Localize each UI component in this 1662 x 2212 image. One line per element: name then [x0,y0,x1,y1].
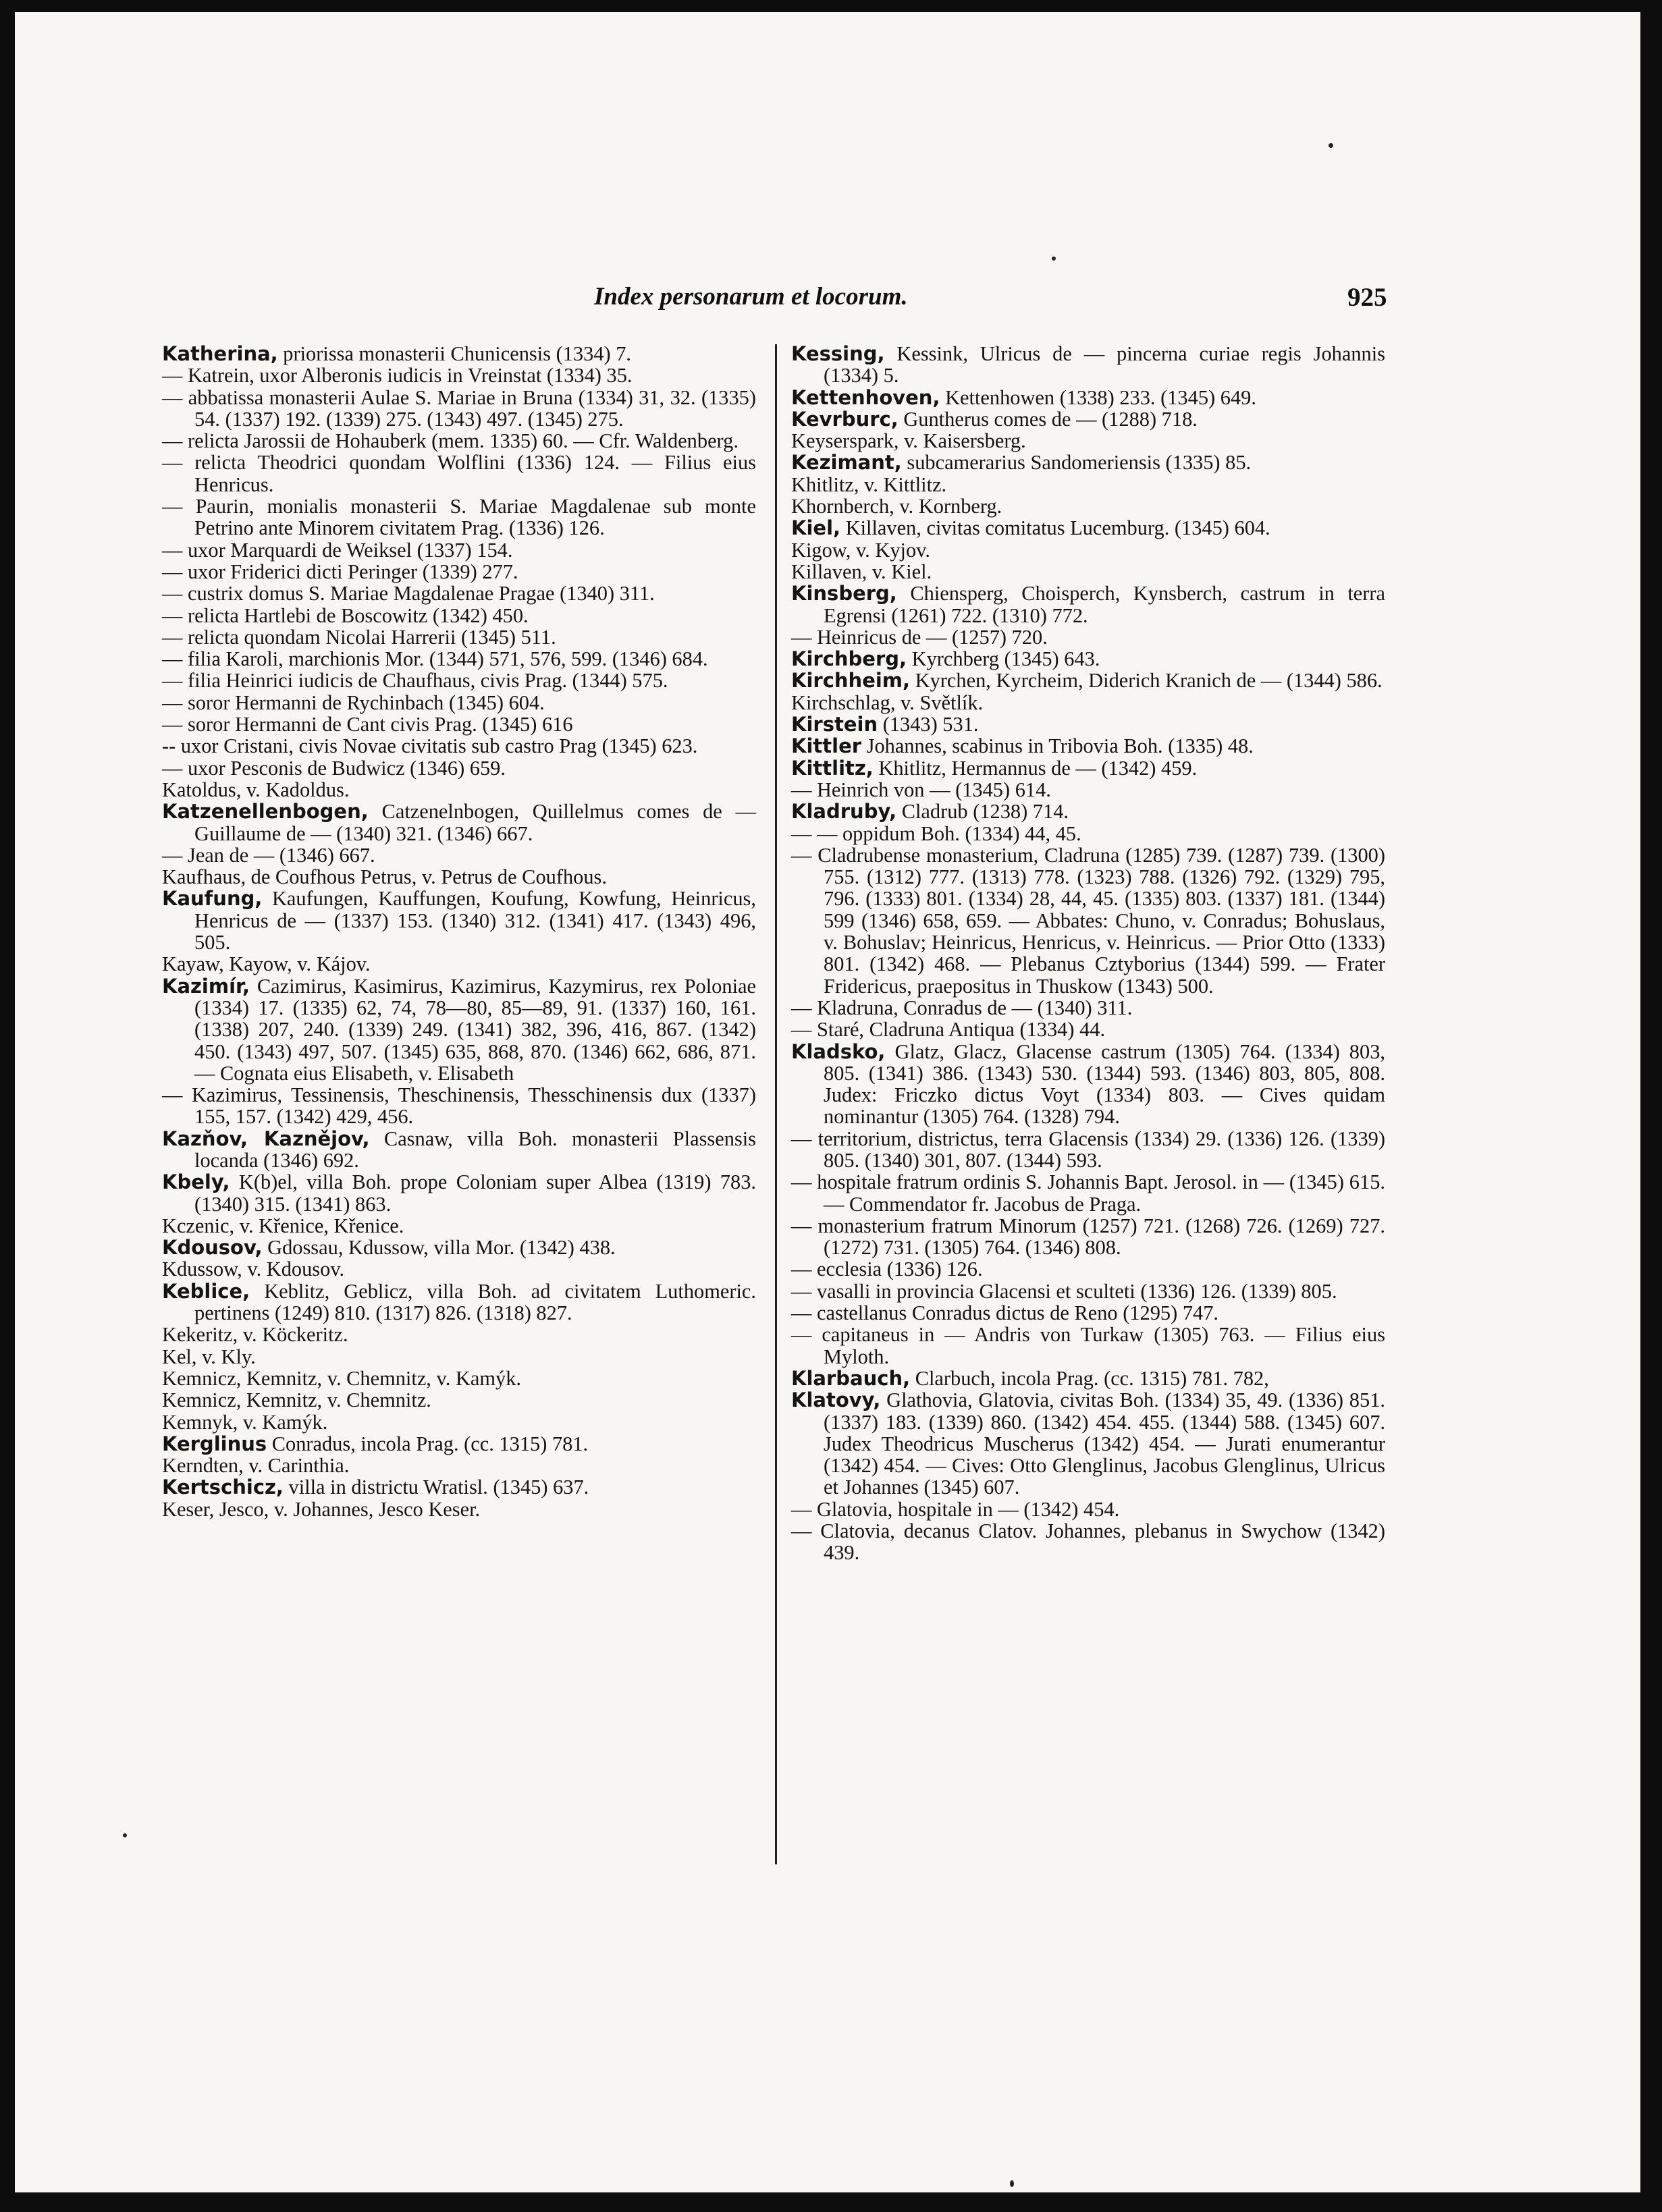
index-entry [162,1084,756,1128]
index-entry [791,735,1385,757]
entry-text: — soror Hermanni de Cant civis Prag. (1345) 616 [162,713,573,736]
entry-text: Kczenic, v. Křenice, Křenice. [162,1214,404,1237]
entry-text: — relicta Hartlebi de Boscowitz (1342) 450. [162,603,529,627]
entry-headword: Kirstein [791,713,878,736]
index-column-right [791,343,1385,1564]
entry-headword: Kirchheim, [791,669,911,693]
entry-headword: Keblice, [162,1279,250,1303]
index-entry [162,1455,756,1476]
entry-text: Cazimirus, Kasimirus, Kazimirus, Kazymirus, rex Poloniae (1334) 17. (1335) 62, 74, 78—80, 85—89, 91. (1337) 160, 161. (1338) 207, 240. (1339) 249. (1341) 382, 396, 416, 867. (1342) 450. (1343) 497, 507. (1345) 635, 868, 870. (1346) 662, 686, 871. — Cognata eius Elisabeth, v. Elisabeth [194,974,756,1085]
entry-headword: Klarbauch, [791,1366,911,1390]
entry-text: — Paurin, monialis monasterii S. Mariae Magdalenae sub monte Petrino ante Minorem civitatem Prag. (1336) 126. [162,495,756,540]
index-entry [162,495,756,539]
entry-text: — Clatovia, decanus Clatov. Johannes, plebanus in Swychow (1342) 439. [791,1519,1385,1565]
index-entry [791,495,1385,517]
entry-text: — vasalli in provincia Glacensi et sculteti (1336) 126. (1339) 805. [791,1279,1337,1303]
index-column-left [162,343,756,1520]
index-entry [791,474,1385,495]
index-entry [162,605,756,626]
scan-speck [1052,257,1056,261]
entry-headword: Kevrburc, [791,407,899,431]
entry-headword: Kessing, [791,342,885,365]
entry-text: — filia Karoli, marchionis Mor. (1344) 571, 576, 599. (1346) 684. [162,647,708,671]
entry-headword: Kerglinus [162,1432,267,1455]
entry-text: Glathovia, Glatovia, civitas Boh. (1334) 35, 49. (1336) 851. (1337) 183. (1339) 860. (1342) 454. 455. (1344) 588. (1345) 607. Judex Theodricus Muscherus (1342) 454. — Jurati enumerantur (1342) 454. — Cives: Otto Glenglinus, Jacobus Glenglinus, Ulricus et Johannes (1345) 607. [824,1388,1385,1499]
entry-text: K(b)el, villa Boh. prope Coloniam super Albea (1319) 783. (1340) 315. (1341) 863. [194,1170,756,1216]
index-entry [791,779,1385,801]
entry-text: priorissa monasterii Chunicensis (1334) 7. [277,342,632,365]
index-entry [791,1019,1385,1040]
index-entry [791,539,1385,561]
scan-speck [1010,2180,1014,2187]
index-entry [791,1520,1385,1564]
entry-text: Kerndten, v. Carinthia. [162,1454,350,1478]
entry-text: Keser, Jesco, v. Johannes, Jesco Keser. [162,1497,481,1521]
index-entry [162,452,756,495]
scan-speck [1329,143,1333,148]
entry-text: Kdussow, v. Kdousov. [162,1258,345,1281]
entry-headword: Klatovy, [791,1388,881,1412]
index-entry [791,1302,1385,1324]
entry-headword: Kdousov, [162,1236,263,1260]
entry-text: — ecclesia (1336) 126. [791,1258,983,1281]
index-entry [791,343,1385,387]
index-entry [162,801,756,844]
index-entry [791,1280,1385,1302]
index-entry [162,1499,756,1520]
index-entry [162,1171,756,1215]
entry-text: subcamerarius Sandomeriensis (1335) 85. [901,451,1252,475]
entry-text: — territorium, districtus, terra Glacensis (1334) 29. (1336) 126. (1339) 805. (1340) 301, 807. (1344) 593. [791,1127,1385,1172]
index-entry [791,1041,1385,1128]
index-entry [791,1171,1385,1215]
index-entry [162,888,756,953]
index-entry [791,1389,1385,1498]
entry-text: Kigow, v. Kyjov. [791,538,930,562]
index-entry [162,583,756,604]
index-entry [162,626,756,648]
entry-text: Kettenhowen (1338) 233. (1345) 649. [940,385,1256,409]
entry-headword: Kazimír, [162,974,250,998]
running-header-title: Index personarum et locorum. [594,283,908,311]
index-entry [791,452,1385,473]
entry-text: — relicta Jarossii de Hohauberk (mem. 1335) 60. — Cfr. Waldenberg. [162,429,739,453]
index-entry [162,1433,756,1455]
entry-text: Kemnyk, v. Kamýk. [162,1410,328,1434]
entry-text: — relicta Theodrici quondam Wolflini (1336) 124. — Filius eius Henricus. [162,451,756,496]
entry-headword: Kbely, [162,1170,230,1194]
entry-text: — Jean de — (1346) 667. [162,843,375,867]
index-entry [162,953,756,975]
index-entry [162,1128,756,1172]
entry-text: — soror Hermanni de Rychinbach (1345) 604. [162,691,545,714]
index-entry [791,626,1385,648]
index-entry [162,866,756,888]
entry-text: Chiensperg, Choisperch, Kynsberch, castrum in terra Egrensi (1261) 722. (1310) 772. [824,582,1385,627]
entry-text: — Kazimirus, Tessinensis, Theschinensis, Thesschinensis dux (1337) 155, 157. (1342) 429, 456. [162,1083,756,1129]
scan-speck [123,1833,127,1837]
index-entry [791,670,1385,691]
index-entry [162,430,756,452]
index-entry [791,823,1385,844]
entry-text: — monasterium fratrum Minorum (1257) 721. (1268) 726. (1269) 727. (1272) 731. (1305) 764. (1346) 808. [791,1214,1385,1260]
entry-headword: Kittlitz, [791,756,874,780]
index-entry [162,692,756,713]
entry-text: Kemnicz, Kemnitz, v. Chemnitz, v. Kamýk. [162,1366,521,1390]
entry-text: Keblitz, Geblicz, villa Boh. ad civitatem Luthomeric. pertinens (1249) 810. (1317) 826. (1318) 827. [194,1279,756,1325]
entry-text: Kemnicz, Kemnitz, v. Chemnitz. [162,1388,431,1412]
entry-text: — Staré, Cladruna Antiqua (1334) 44. [791,1018,1106,1042]
entry-headword: Kertschicz, [162,1476,284,1499]
entry-text: Cladrub (1238) 714. [896,800,1069,824]
entry-headword: Kazňov, Kaznějov, [162,1127,370,1150]
entry-text: Conradus, incola Prag. (cc. 1315) 781. [267,1432,589,1455]
entry-text: Johannes, scabinus in Tribovia Boh. (1335) 48. [861,734,1254,758]
entry-text: — uxor Friderici dicti Peringer (1339) 277. [162,560,518,583]
index-entry [791,692,1385,713]
entry-text: — Cladrubense monasterium, Cladruna (1285) 739. (1287) 739. (1300) 755. (1312) 777. (1313) 778. (1323) 788. (1326) 792. (1329) 795, 796. (1333) 801. (1334) 28, 44, 45. (1335) 803. (1337) 181. (1344) 599 (1346) 658, 659. — Abbates: Chuno, v. Conradus; Bohuslaus, v. Bohuslav; Heinricus, Henricus, v. Heinricus. — Prior Otto (1333) 801. (1342) 468. — Plebanus Cztyborius (1344) 599. — Frater Fridericus, praepositus in Thuskow (1343) 500. [791,843,1385,998]
entry-text: Katoldus, v. Kadoldus. [162,778,350,801]
entry-headword: Kladsko, [791,1040,886,1063]
entry-text: — Kladruna, Conradus de — (1340) 311. [791,996,1133,1019]
index-entry [162,735,756,757]
entry-text: Khornberch, v. Kornberg. [791,495,1002,518]
entry-text: — relicta quondam Nicolai Harrerii (1345) 511. [162,625,556,649]
index-entry [162,539,756,561]
entry-text: — Heinrich von — (1345) 614. [791,778,1051,801]
entry-text: (1343) 531. [878,713,979,736]
entry-text: — abbatissa monasterii Aulae S. Mariae in Bruna (1334) 31, 32. (1335) 54. (1337) 192. (1339) 275. (1343) 497. (1345) 275. [162,385,756,431]
index-entry [162,713,756,735]
entry-text: Guntherus comes de — (1288) 718. [898,407,1198,431]
index-entry [791,583,1385,626]
page-number: 925 [1347,283,1387,312]
entry-text: — castellanus Conradus dictus de Reno (1295) 747. [791,1301,1219,1325]
entry-text: -- uxor Cristani, civis Novae civitatis sub castro Prag (1345) 623. [162,734,698,758]
index-entry [791,561,1385,583]
entry-text: Kel, v. Kly. [162,1345,256,1368]
entry-headword: Kladruby, [791,800,897,824]
index-entry [162,670,756,691]
entry-text: Kyrchen, Kyrcheim, Diderich Kranich de — (1344) 586. [910,669,1383,693]
entry-text: — capitaneus in — Andris von Turkaw (1305) 763. — Filius eius Myloth. [791,1323,1385,1368]
entry-text: — uxor Marquardi de Weiksel (1337) 154. [162,538,513,562]
index-entry [791,1368,1385,1389]
index-entry [162,844,756,866]
index-entry [791,387,1385,408]
entry-text: Kyrchberg (1345) 643. [907,647,1100,671]
index-entry [791,801,1385,822]
index-entry [162,975,756,1084]
index-entry [162,1237,756,1258]
entry-text: Khitlitz, v. Kittlitz. [791,473,947,496]
entry-text: — custrix domus S. Mariae Magdalenae Pragae (1340) 311. [162,582,655,605]
index-entry [791,1258,1385,1280]
index-entry [791,997,1385,1019]
index-entry [791,1215,1385,1259]
entry-text: Khitlitz, Hermannus de — (1342) 459. [873,756,1198,780]
index-entry [162,1389,756,1411]
entry-text: Kirchschlag, v. Světlík. [791,691,984,714]
index-entry [162,1280,756,1324]
entry-text: Keyserspark, v. Kaisersberg. [791,429,1026,453]
entry-text: Kaufhaus, de Coufhous Petrus, v. Petrus de Coufhous. [162,865,607,889]
index-entry [162,343,756,365]
entry-headword: Kittler [791,734,862,758]
entry-text: Kaufungen, Kauffungen, Koufung, Kowfung, Heinricus, Henricus de — (1337) 153. (1340) 312. (1341) 417. (1343) 496, 505. [194,887,756,954]
entry-text: — uxor Pesconis de Budwicz (1346) 659. [162,756,506,780]
index-entry [162,1411,756,1433]
entry-text: Killaven, v. Kiel. [791,560,932,583]
entry-text: Kessink, Ulricus de — pincerna curiae regis Johannis (1334) 5. [824,342,1385,387]
entry-headword: Kirchberg, [791,647,907,671]
entry-headword: Kettenhoven, [791,385,940,409]
index-entry [791,1128,1385,1172]
index-entry [791,1324,1385,1368]
entry-text: Catzenelnbogen, Quillelmus comes de — Guillaume de — (1340) 321. (1346) 667. [194,800,756,845]
entry-text: — hospitale fratrum ordinis S. Johannis Bapt. Jerosol. in — (1345) 615. — Commendator fr. Jacobus de Praga. [791,1170,1385,1216]
index-entry [791,517,1385,539]
entry-headword: Kaufung, [162,887,263,911]
index-entry [162,1324,756,1345]
index-entry [162,1368,756,1389]
column-divider [775,344,777,1864]
index-entry [162,1346,756,1368]
entry-headword: Kiel, [791,516,841,540]
entry-text: Gdossau, Kdussow, villa Mor. (1342) 438. [262,1236,616,1260]
index-entry [791,713,1385,735]
entry-text: Casnaw, villa Boh. monasterii Plassensis locanda (1346) 692. [194,1127,757,1172]
index-entry [162,1476,756,1498]
entry-headword: Kezimant, [791,451,902,475]
entry-text: Kekeritz, v. Köckeritz. [162,1323,348,1347]
entry-headword: Katherina, [162,342,278,365]
entry-text: — Katrein, uxor Alberonis iudicis in Vreinstat (1334) 35. [162,364,633,387]
entry-text: Kayaw, Kayow, v. Kájov. [162,952,371,976]
entry-headword: Kinsberg, [791,582,897,605]
entry-text: — — oppidum Boh. (1334) 44, 45. [791,821,1081,845]
entry-text: Clarbuch, incola Prag. (cc. 1315) 781. 782, [910,1366,1269,1390]
entry-text: Glatz, Glacz, Glacense castrum (1305) 764. (1334) 803, 805. (1341) 386. (1343) 530. (1344) 593. (1346) 803, 805, 808. Judex: Friczko dictus Voyt (1334) 803. — Cives quidam nominantur (1305) 764. (1328) 794. [824,1040,1385,1129]
index-entry [791,757,1385,779]
index-entry [791,408,1385,430]
index-entry [162,779,756,801]
index-entry [791,648,1385,670]
index-entry [162,648,756,670]
entry-text: — filia Heinrici iudicis de Chaufhaus, civis Prag. (1344) 575. [162,669,668,693]
index-entry [162,1258,756,1280]
index-entry [162,561,756,583]
index-entry [162,757,756,779]
entry-text: — Glatovia, hospitale in — (1342) 454. [791,1497,1120,1521]
index-entry [791,1499,1385,1520]
entry-text: villa in districtu Wratisl. (1345) 637. [283,1476,589,1499]
index-entry [162,365,756,386]
entry-text: — Heinricus de — (1257) 720. [791,625,1048,649]
entry-text: Killaven, civitas comitatus Lucemburg. (1345) 604. [840,516,1270,540]
index-entry [791,430,1385,452]
index-entry [162,387,756,431]
entry-headword: Katzenellenbogen, [162,800,369,824]
index-entry [791,844,1385,997]
index-entry [162,1215,756,1237]
